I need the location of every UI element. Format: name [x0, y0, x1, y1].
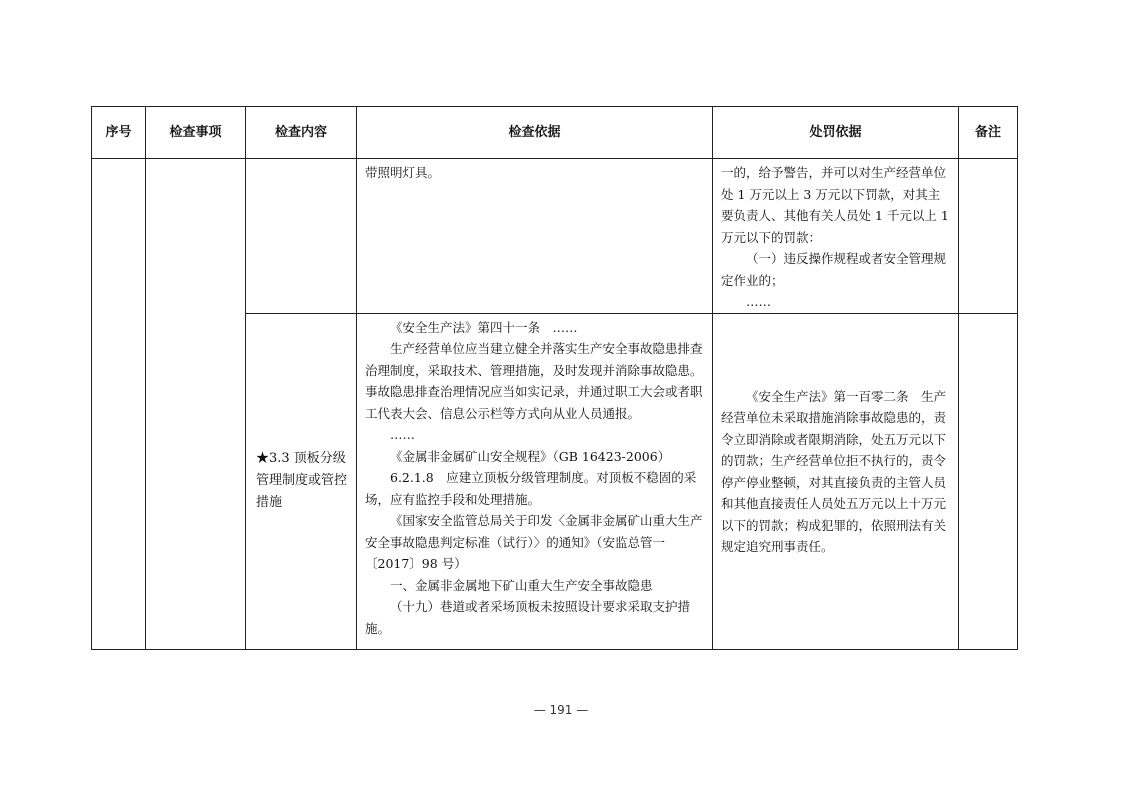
header-seq: 序号: [92, 107, 146, 159]
header-remark: 备注: [959, 107, 1018, 159]
penalty-text: ……: [746, 294, 771, 309]
item-cell: [146, 159, 246, 650]
table-header-row: [92, 107, 1018, 159]
seq-cell: [92, 159, 146, 650]
basis-text: 带照明灯具。: [365, 165, 441, 180]
header-penalty: 处罚依据: [713, 107, 959, 159]
basis-text: 《金属非金属矿山安全规程》（GB 16423-2006）: [390, 448, 671, 464]
basis-text: ……: [390, 427, 415, 442]
penalty-text: （一）违反操作规程或者安全管理规定作业的；: [721, 251, 947, 288]
content-cell: ★3.3 顶板分级管理制度或管控措施: [246, 313, 357, 649]
header-basis: 检查依据: [357, 107, 713, 159]
basis-text: 《国家安全监管总局关于印发〈金属非金属矿山重大生产安全事故隐患判定标准（试行）〉的通知》（安监总管一〔2017〕98 号）: [365, 513, 703, 571]
basis-text: 6.2.1.8 应建立顶板分级管理制度。对顶板不稳固的采场，应有监控手段和处理措施。: [365, 470, 697, 507]
table-row: [92, 159, 1018, 314]
penalty-text: 《安全生产法》第一百零二条 生产经营单位未采取措施消除事故隐患的，责令立即消除或者限期消除，处五万元以下的罚款；生产经营单位拒不执行的，责令停产停业整顿，对其直接负责的主管人员和其他直接责任人员处五万元以上十万元以下的罚款；构成犯罪的，依照刑法有关规定追究刑事责任。: [721, 388, 947, 554]
basis-text: 一、金属非金属地下矿山重大生产安全事故隐患: [390, 577, 653, 593]
content-cell: [246, 159, 357, 314]
penalty-cell: [713, 159, 959, 314]
basis-text: （十九）巷道或者采场顶板未按照设计要求采取支护措施。: [365, 599, 691, 636]
basis-text: 《安全生产法》第四十一条 ……: [390, 319, 578, 335]
header-content: 检查内容: [246, 107, 357, 159]
penalty-cell: [713, 313, 959, 649]
remark-cell: [959, 313, 1018, 649]
remark-cell: [959, 159, 1018, 314]
basis-cell: [357, 159, 713, 314]
basis-text: 生产经营单位应当建立健全并落实生产安全事故隐患排查治理制度，采取技术、管理措施，及时发现并消除事故隐患。事故隐患排查治理情况应当如实记录，并通过职工大会或者职工代表大会、信息公示栏等方式向从业人员通报。: [365, 341, 703, 421]
header-item: 检查事项: [146, 107, 246, 159]
basis-cell: [357, 313, 713, 649]
inspection-table: [91, 106, 1017, 642]
page-number: — 191 —: [533, 703, 589, 717]
penalty-text: 一的，给予警告，并可以对生产经营单位处 1 万元以上 3 万元以下罚款，对其主要负责人、其他有关人员处 1 千元以上 1 万元以下的罚款：: [721, 165, 949, 245]
